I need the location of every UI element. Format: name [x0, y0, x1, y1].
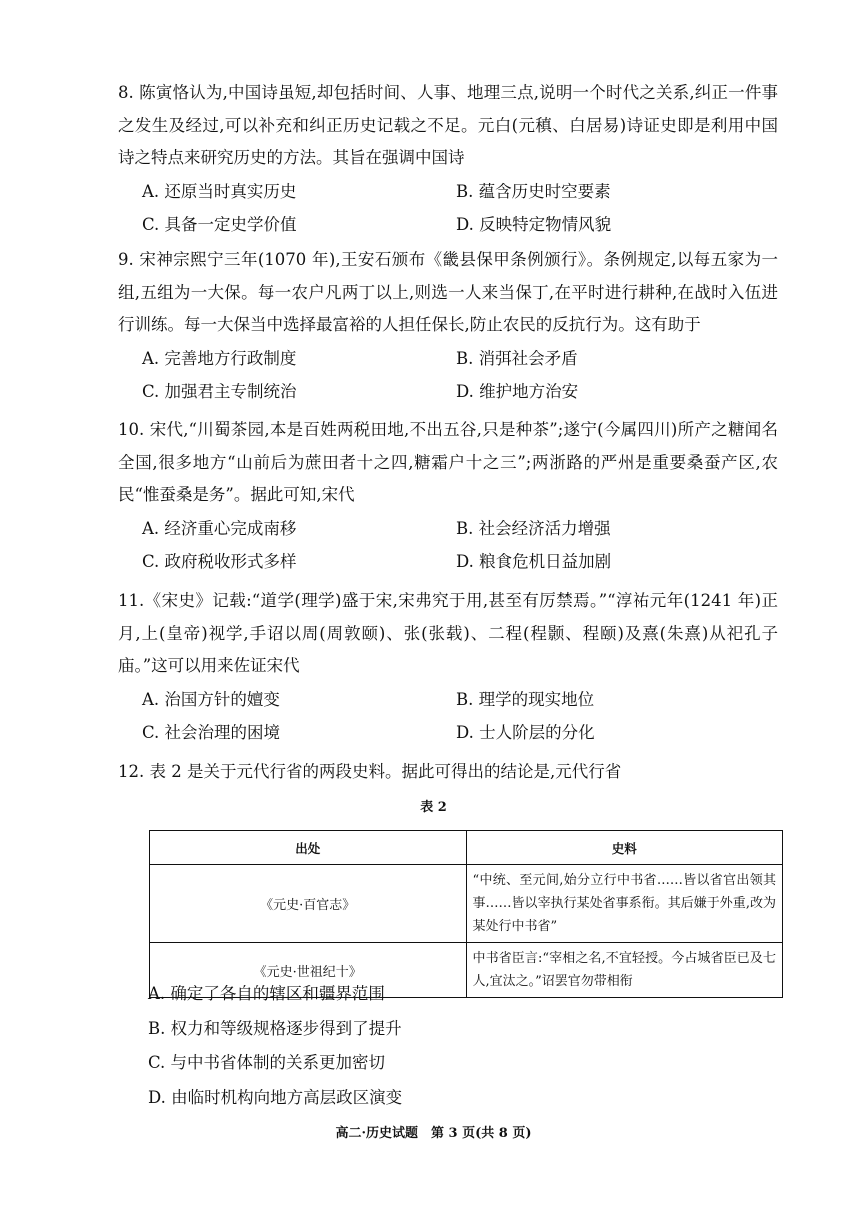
- question-9: [118, 244, 778, 408]
- q11-option-a: A. 治国方针的嬗变: [142, 689, 280, 709]
- q10-option-c: C. 政府税收形式多样: [142, 551, 297, 571]
- q11-option-c: C. 社会治理的困境: [142, 722, 281, 742]
- q10-option-d: D. 粮食危机日益加剧: [456, 551, 612, 571]
- q9-option-b: B. 消弭社会矛盾: [456, 348, 578, 368]
- table-header-row: [150, 831, 783, 865]
- q10-option-a: A. 经济重心完成南移: [142, 518, 297, 538]
- table-header-material: 史料: [466, 831, 783, 865]
- table-cell-source: 《元史·百官志》: [150, 865, 467, 943]
- question-10-options-row-2: [118, 545, 778, 578]
- question-9-options-row-2: [118, 375, 778, 408]
- question-8-stem: 8. 陈寅恪认为,中国诗虽短,却包括时间、人事、地理三点,说明一个时代之关系,纠正一件事之发生及经过,可以补充和纠正历史记载之不足。元白(元稹、白居易)诗证史即是利用中国诗之特点来研究历史的方法。其旨在强调中国诗: [118, 83, 778, 168]
- q11-option-b: B. 理学的现实地位: [456, 689, 595, 709]
- table-cell-material: 中书省臣言:“宰相之名,不宜轻授。今占城省臣已及七人,宜汰之。”诏罢官勿带相衔: [466, 943, 783, 998]
- table-row: [150, 865, 783, 943]
- table-cell-source: 《元史·世祖纪十》: [150, 943, 467, 998]
- table-caption: 表 2: [420, 800, 447, 815]
- table-header-source: 出处: [150, 831, 467, 865]
- source-table: [149, 830, 783, 998]
- q9-option-a: A. 完善地方行政制度: [142, 348, 297, 368]
- q8-option-a: A. 还原当时真实历史: [142, 181, 297, 201]
- question-12: [118, 756, 778, 789]
- q12-option-b: B. 权力和等级规格逐步得到了提升: [148, 1018, 402, 1038]
- q9-option-d: D. 维护地方治安: [456, 381, 579, 401]
- question-11-stem: 11.《宋史》记载:“道学(理学)盛于宋,宋弗究于用,甚至有厉禁焉。”“淳祐元年(1241 年)正月,上(皇帝)视学,手诏以周(周敦颐)、张(张载)、二程(程颢、程颐)及熹(朱熹)从祀孔子庙。”这可以用来佐证宋代: [118, 591, 778, 676]
- question-11-options-row-2: [118, 716, 778, 749]
- page-footer: 高二·历史试题 第 3 页(共 8 页): [335, 1126, 532, 1141]
- q12-option-a: A. 确定了各自的辖区和疆界范围: [148, 984, 385, 1003]
- q12-option-c: C. 与中书省体制的关系更加密切: [148, 1053, 386, 1072]
- q8-option-d: D. 反映特定物情风貌: [456, 214, 612, 234]
- question-8-options-row-2: [118, 208, 778, 241]
- question-10-stem: 10. 宋代,“川蜀茶园,本是百姓两税田地,不出五谷,只是种茶”;遂宁(今属四川)所产之糖闻名全国,很多地方“山前后为蔗田者十之四,糖霜户十之三”;两浙路的严州是重要桑蚕产区,农民“惟蚕桑是务”。据此可知,宋代: [118, 420, 778, 505]
- q8-option-b: B. 蕴含历史时空要素: [456, 181, 611, 201]
- q10-option-b: B. 社会经济活力增强: [456, 518, 611, 538]
- question-8: [118, 77, 778, 241]
- question-9-options-row-1: [118, 342, 778, 375]
- question-11-options-row-1: [118, 683, 778, 716]
- question-10-options-row-1: [118, 512, 778, 545]
- question-12-options: [118, 977, 778, 1115]
- question-11: [118, 585, 778, 749]
- q8-option-c: C. 具备一定史学价值: [142, 214, 297, 234]
- question-8-options-row-1: [118, 175, 778, 208]
- question-9-stem: 9. 宋神宗熙宁三年(1070 年),王安石颁布《畿县保甲条例颁行》。条例规定,以每五家为一组,五组为一大保。每一农户凡两丁以上,则选一人来当保丁,在平时进行耕种,在战时入伍进行训练。每一大保当中选择最富裕的人担任保长,防止农民的反抗行为。这有助于: [118, 250, 778, 335]
- q11-option-d: D. 士人阶层的分化: [456, 722, 595, 742]
- q9-option-c: C. 加强君主专制统治: [142, 381, 297, 401]
- q12-option-d: D. 由临时机构向地方高层政区演变: [148, 1087, 403, 1107]
- question-10: [118, 414, 778, 578]
- table-cell-material: “中统、至元间,始分立行中书省……皆以省官出领其事……皆以宰执行某处省事系衔。其后嫌于外重,改为某处行中书省”: [466, 865, 783, 943]
- question-12-stem: 12. 表 2 是关于元代行省的两段史料。据此可得出的结论是,元代行省: [118, 762, 622, 781]
